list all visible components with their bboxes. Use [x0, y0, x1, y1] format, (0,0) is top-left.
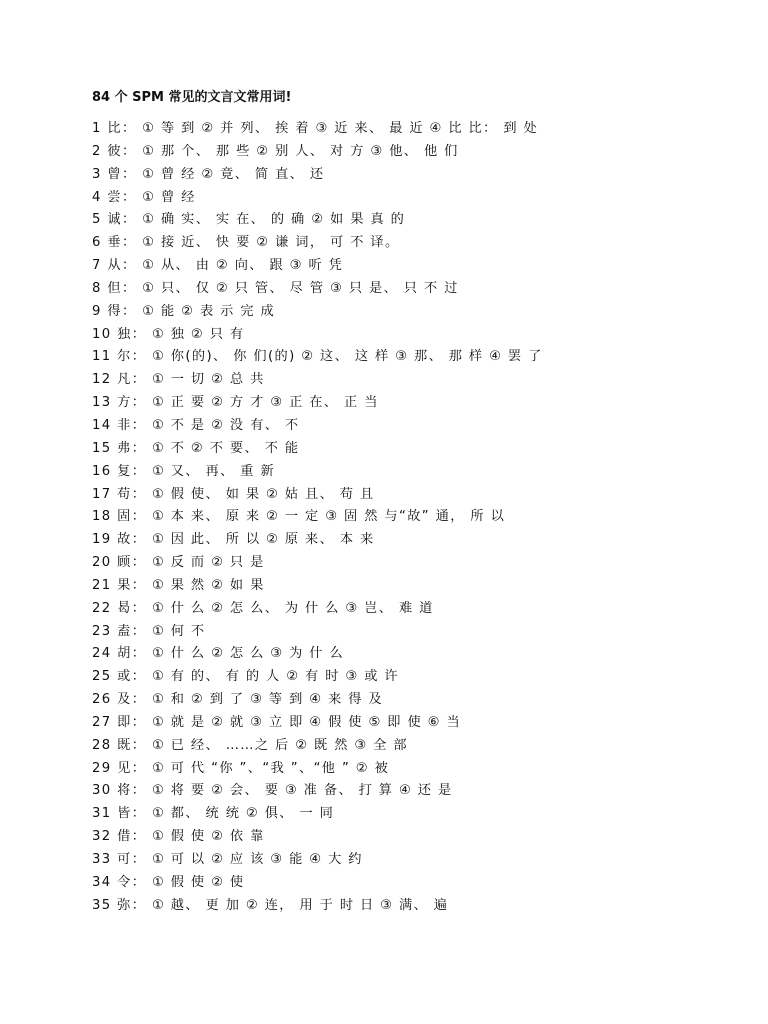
vocab-entry-26: 26 及： ① 和 ② 到 了 ③ 等 到 ④ 来 得 及 [92, 692, 384, 708]
vocab-entry-24: 24 胡： ① 什 么 ② 怎 么 ③ 为 什 么 [92, 646, 345, 662]
vocab-entry-28: 28 既： ① 已 经、 ……之 后 ② 既 然 ③ 全 部 [92, 737, 408, 753]
vocab-entry-33: 33 可： ① 可 以 ② 应 该 ③ 能 ④ 大 约 [92, 852, 363, 867]
vocab-entry-27: 27 即： ① 就 是 ② 就 ③ 立 即 ④ 假 使 ⑤ 即 使 ⑥ 当 [92, 714, 462, 730]
vocab-entry-1: 1 比： ① 等 到 ② 并 列、 挨 着 ③ 近 来、 最 近 ④ 比 比： 到 处 [92, 121, 539, 136]
vocab-entry-14: 14 非： ① 不 是 ② 没 有、 不 [92, 417, 300, 433]
vocab-entry-23: 23 盍： ① 何 不 [92, 623, 206, 639]
vocab-entry-4: 4 尝： ① 曾 经 [92, 189, 196, 205]
vocab-entry-5: 5 诚： ① 确 实、 实 在、 的 确 ② 如 果 真 的 [92, 212, 406, 228]
vocab-entry-19: 19 故： ① 因 此、 所 以 ② 原 来、 本 来 [92, 532, 375, 548]
vocab-entry-3: 3 曾： ① 曾 经 ② 竟、 简 直、 还 [92, 166, 325, 182]
vocab-entry-35: 35 弥： ① 越、 更 加 ② 连， 用 于 时 日 ③ 满、 遍 [92, 897, 449, 913]
vocab-entry-17: 17 苟： ① 假 使、 如 果 ② 姑 且、 苟 且 [92, 486, 375, 502]
vocab-entry-6: 6 垂： ① 接 近、 快 要 ② 谦 词， 可 不 译。 [92, 235, 400, 251]
vocab-entry-18: 18 固： ① 本 来、 原 来 ② 一 定 ③ 固 然 与“故” 通， 所 以 [92, 509, 506, 525]
vocab-entry-12: 12 凡： ① 一 切 ② 总 共 [92, 372, 265, 388]
vocab-entry-7: 7 从： ① 从、 由 ② 向、 跟 ③ 听 凭 [92, 258, 344, 274]
vocab-entry-13: 13 方： ① 正 要 ② 方 才 ③ 正 在、 正 当 [92, 395, 379, 411]
vocab-entry-31: 31 皆： ① 都、 统 统 ② 俱、 一 同 [92, 806, 335, 822]
vocab-entry-15: 15 弗： ① 不 ② 不 要、 不 能 [92, 440, 300, 456]
vocab-entry-22: 22 曷： ① 什 么 ② 怎 么、 为 什 么 ③ 岂、 难 道 [92, 600, 434, 616]
vocab-entry-16: 16 复： ① 又、 再、 重 新 [92, 463, 276, 479]
vocab-entry-10: 10 独： ① 独 ② 只 有 [92, 326, 245, 342]
vocab-entry-34: 34 令： ① 假 使 ② 使 [92, 874, 245, 890]
vocab-entry-11: 11 尔： ① 你(的)、 你 们(的) ② 这、 这 样 ③ 那、 那 样 ④ 罢 了 [92, 349, 543, 365]
vocab-entry-9: 9 得： ① 能 ② 表 示 完 成 [92, 303, 276, 319]
vocab-entry-20: 20 顾： ① 反 而 ② 只 是 [92, 555, 265, 571]
vocab-entry-21: 21 果： ① 果 然 ② 如 果 [92, 577, 265, 593]
vocab-entry-32: 32 借： ① 假 使 ② 依 靠 [92, 829, 265, 845]
vocab-entry-2: 2 彼： ① 那 个、 那 些 ② 别 人、 对 方 ③ 他、 他 们 [92, 143, 459, 159]
vocab-entry-29: 29 见： ① 可 代 “你 ”、“我 ”、“他 ” ② 被 [92, 760, 390, 776]
vocab-entry-25: 25 或： ① 有 的、 有 的 人 ② 有 时 ③ 或 许 [92, 669, 399, 685]
vocab-entry-8: 8 但： ① 只、 仅 ② 只 管、 尽 管 ③ 只 是、 只 不 过 [92, 280, 459, 296]
vocab-entry-30: 30 将： ① 将 要 ② 会、 要 ③ 准 备、 打 算 ④ 还 是 [92, 783, 453, 799]
vocabulary-list [92, 118, 732, 918]
document-title: 84 个 SPM 常见的文言文常用词! [92, 90, 292, 105]
